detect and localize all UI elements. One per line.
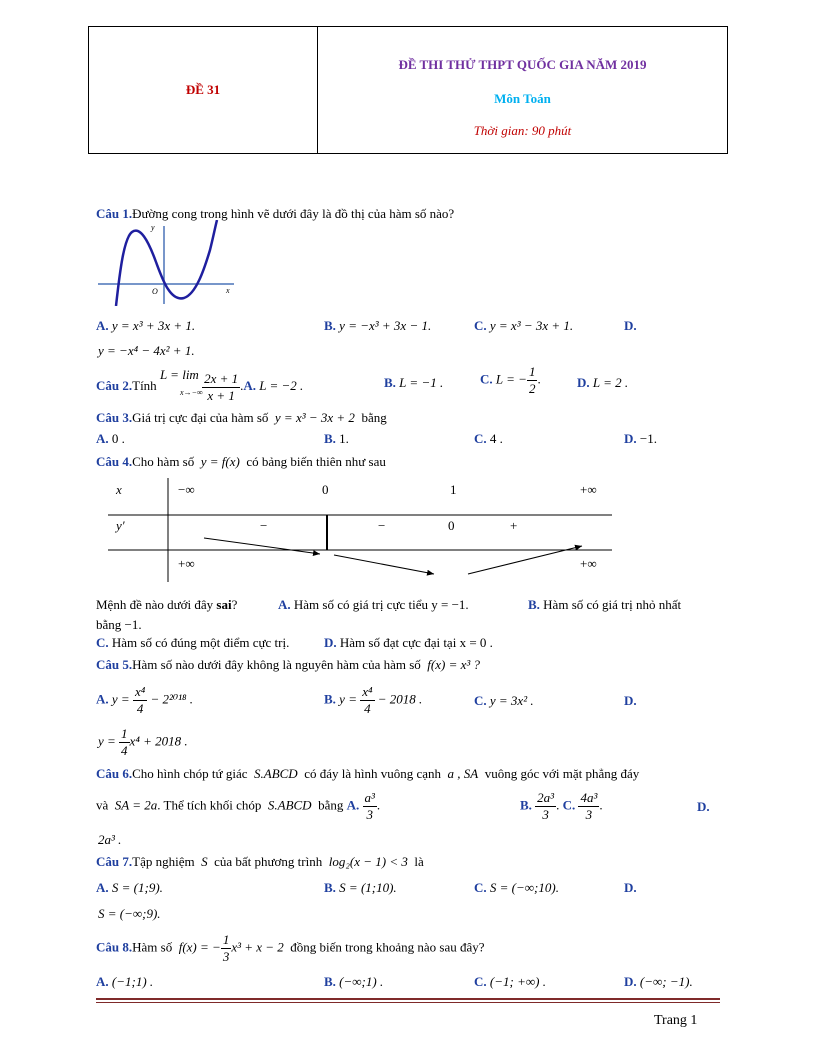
y-axis-label: y — [151, 223, 155, 232]
q1-option-b[interactable]: B. y = −x³ + 3x − 1. — [324, 318, 432, 333]
q3-option-b[interactable]: B. 1. — [324, 431, 349, 446]
q1-option-d[interactable]: D. — [624, 318, 637, 333]
q8-option-b[interactable]: B. (−∞;1) . — [324, 974, 384, 989]
q6-option-b[interactable]: B. $\frac{\text{2a³}}{3}$ . C. $\frac{\text{4a³}}{3}$ . — [520, 790, 603, 822]
yprime-sign-3: + — [510, 518, 518, 533]
question-text: Đường cong trong hình vẽ dưới đây là đồ thị của hàm số nào? — [132, 206, 455, 221]
arrow-decrease-2 — [334, 555, 434, 574]
q5-option-c[interactable]: C. y = 3x² . — [474, 693, 534, 708]
q1-option-a[interactable]: A. y = x³ + 3x + 1. — [96, 318, 196, 333]
variation-table — [108, 478, 612, 582]
q4-prompt: Mệnh đề nào dưới đây sai? — [96, 597, 238, 612]
question-5: Câu 5.Hàm số nào dưới đây không là nguyên hàm của hàm số f(x) = x³ ? — [96, 657, 481, 672]
yprime-sign-1: − — [260, 518, 268, 533]
y-val-right: +∞ — [580, 556, 597, 571]
yprime-zero: 0 — [448, 518, 455, 533]
question-3: Câu 3.Giá trị cực đại của hàm số y = x³ − 3x + 2 bằng — [96, 410, 387, 425]
question-2: Câu 2.Tính L = lim $^{x\to-\infty}$ $\frac{2x + 1}{x + 1}$ .A. L = −2 . — [96, 367, 304, 403]
q7-option-c[interactable]: C. S = (−∞;10). — [474, 880, 559, 895]
q8-option-d[interactable]: D. (−∞; −1). — [624, 974, 693, 989]
exam-header — [88, 26, 728, 154]
question-label: Câu 1. — [96, 206, 133, 221]
x-val-0: 0 — [322, 482, 329, 497]
q5-option-b[interactable]: B. y = $\frac{\text{x⁴}}{4}$ − 2018 . — [324, 684, 423, 716]
x-axis-label: x — [226, 286, 230, 295]
question-8: Câu 8.Hàm số f(x) = − $\frac{1}{3}$ x³ + x − 2 đồng biến trong khoảng nào sau đây? — [96, 932, 485, 964]
question-6: Câu 6.Cho hình chóp tứ giác S.ABCD có đáy là hình vuông cạnh a , SA vuông góc với mặt phẳng đáy — [96, 766, 640, 781]
q6-option-d[interactable]: D. — [697, 799, 710, 814]
q4-option-a[interactable]: A. Hàm số có giá trị cực tiểu y = −1. — [278, 597, 469, 612]
yprime-label: y′ — [116, 518, 125, 533]
x-val-pos-inf: +∞ — [580, 482, 597, 497]
q4-option-b[interactable]: B. Hàm số có giá trị nhỏ nhất — [528, 597, 682, 612]
q3-option-a[interactable]: A. 0 . — [96, 431, 125, 446]
q6-option-c[interactable]: C. — [562, 797, 576, 813]
q4-option-c[interactable]: C. Hàm số có đúng một điểm cực trị. — [96, 635, 290, 650]
footer-rule — [96, 998, 720, 1000]
x-label: x — [116, 482, 122, 497]
q5-option-d-text: y = $\frac{1}{4}$ x⁴ + 2018 . — [98, 726, 188, 758]
function-graph — [96, 220, 244, 306]
q6-option-a[interactable]: A. — [346, 797, 360, 813]
q5-option-d[interactable]: D. — [624, 693, 637, 708]
exam-info — [318, 27, 727, 153]
exam-subject: Môn Toán — [494, 91, 551, 106]
question-4: Câu 4.Cho hàm số y = f(x) có bảng biến thiên như sau — [96, 454, 386, 469]
yprime-sign-2: − — [378, 518, 386, 533]
page-number: Trang 1 — [654, 1013, 698, 1028]
exam-title: ĐỀ THI THỬ THPT QUỐC GIA NĂM 2019 — [398, 57, 647, 72]
footer-rule-thin — [96, 1002, 720, 1003]
x-val-neg-inf: −∞ — [178, 482, 195, 497]
question-6-line2: và SA = 2a. Thể tích khối chóp S.ABCD bằng A. $\frac{\text{a³}}{3}$ . — [96, 790, 381, 822]
q2-option-d[interactable]: D. L = 2 . — [577, 375, 629, 390]
q1-option-c[interactable]: C. y = x³ − 3x + 1. — [474, 318, 574, 333]
q4-option-d[interactable]: D. Hàm số đạt cực đại tại x = 0 . — [324, 635, 493, 650]
exam-code: ĐỀ 31 — [89, 27, 318, 153]
q7-option-d-text: S = (−∞;9). — [98, 906, 161, 921]
x-val-1: 1 — [450, 482, 457, 497]
question-7: Câu 7.Tập nghiệm S của bất phương trình log₂(x − 1) < 3 là — [96, 854, 424, 869]
q8-option-c[interactable]: C. (−1; +∞) . — [474, 974, 546, 989]
q3-option-c[interactable]: C. 4 . — [474, 431, 503, 446]
q3-option-d[interactable]: D. −1. — [624, 431, 657, 446]
cubic-curve — [116, 220, 217, 306]
q7-option-b[interactable]: B. S = (1;10). — [324, 880, 397, 895]
y-val-left: +∞ — [178, 556, 195, 571]
q8-option-a[interactable]: A. (−1;1) . — [96, 974, 154, 989]
q7-option-d[interactable]: D. — [624, 880, 637, 895]
q5-option-a[interactable]: A. y = $\frac{\text{x⁴}}{4}$ − 2²⁰¹⁸ . — [96, 684, 194, 716]
q6-option-d-text: 2a³ . — [98, 832, 122, 847]
q7-option-a[interactable]: A. S = (1;9). — [96, 880, 163, 895]
q4-option-b-cont: bằng −1. — [96, 617, 142, 632]
exam-time: Thời gian: 90 phút — [473, 123, 572, 138]
arrow-decrease-1 — [204, 538, 320, 554]
origin-label: O — [152, 287, 158, 296]
q2-option-c[interactable]: C. L = − $\frac{1}{2}$ . — [480, 364, 541, 396]
q2-option-b[interactable]: B. L = −1 . — [384, 375, 444, 390]
q1-option-d-text: y = −x⁴ − 4x² + 1. — [98, 343, 195, 358]
